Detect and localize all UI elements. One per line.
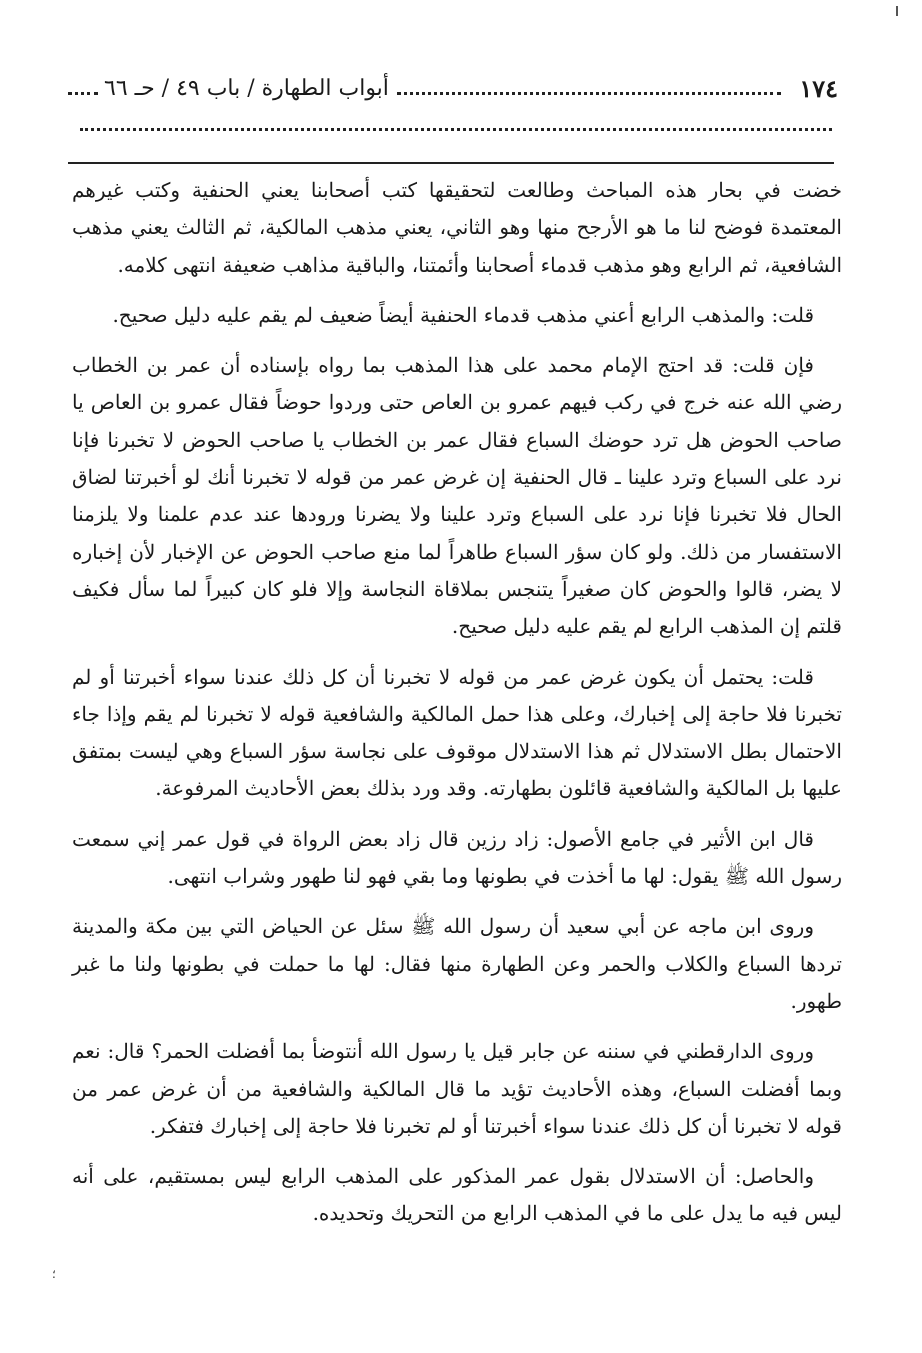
page-body — [72, 172, 842, 1246]
paragraph: قلت: والمذهب الرابع أعني مذهب قدماء الحنفية أيضاً ضعيف لم يقم عليه دليل صحيح. — [112, 302, 814, 327]
paragraph: خضت في بحار هذه المباحث وطالعت لتحقيقها كتب أصحابنا يعني الحنفية وكتب غيرهم المعتمدة فوضح لنا ما هو الأرجح منها وهو الثاني، يعني مذهب المالكية، ثم الثالث يعني مذهب الشافعية، ثم الرابع وهو مذهب قدماء أصحابنا وأئمتنا، والباقية مذاهب ضعيفة انتهى كلامه. — [72, 178, 842, 277]
paragraph: والحاصل: أن الاستدلال بقول عمر المذكور على المذهب الرابع ليس بمستقيم، على أنه ليس فيه ما يدل على ما في المذهب الرابع من التحريك وتحديده. — [72, 1164, 842, 1226]
paragraph: قلت: يحتمل أن يكون غرض عمر من قوله لا تخبرنا أن كل ذلك عندنا سواء أخبرتنا أو لم تخبرنا فلا حاجة إلى إخبارك، وعلى هذا حمل المالكية والشافعية قوله لا تخبرنا لم يقم وإذا جاء الاحتمال بطل الاستدلال ثم هذا الاستدلال موقوف على نجاسة سؤر السباع وهي ليست بمتفق عليها بل المالكية والشافعية قائلون بطهارته. وقد ورد بذلك بعض الأحاديث المرفوعة. — [72, 664, 842, 801]
corner-mark — [896, 6, 898, 16]
paragraph: فإن قلت: قد احتج الإمام محمد على هذا المذهب بما رواه بإسناده أن عمر بن الخطاب رضي الله عنه خرج في ركب فيهم عمرو بن العاص حتى وردوا حوضاً فقال عمرو بن العاص يا صاحب الحوض هل ترد حوضك السباع فقال عمر بن الخطاب يا صاحب الحوض لا تخبرنا فإنا نرد على السباع وترد علينا ـ قال الحنفية إن غرض عمر من قوله لا تخبرنا أنك لو أخبرتنا لضاق الحال فلا تخبرنا فإنا نرد على السباع وترد علينا ولا يضرنا ورودها عند عدم علمنا ولا يلزمنا الاستفسار من ذلك. ولو كان سؤر السباع طاهراً لما منع صاحب الحوض عن الإخبار لأن إخباره لا يضر، قالوا والحوض كان صغيراً يتنجس بملاقاة النجاسة وإلا فلو كان كبيراً لما سأل فكيف قلتم إن المذهب الرابع لم يقم عليه دليل صحيح. — [72, 353, 842, 639]
running-title: أبواب الطهارة / باب ٤٩ / حـ ٦٦ — [104, 75, 389, 101]
header-leader-dots — [397, 92, 781, 95]
page-header — [68, 68, 838, 108]
paragraph: وروى الدارقطني في سننه عن جابر قيل يا رسول الله أنتوضأ بما أفضلت الحمر؟ قال: نعم وبما أفضلت السباع، وهذه الأحاديث تؤيد ما قال المالكية والشافعية من أن غرض عمر من قوله لا تخبرنا أن كل ذلك عندنا سواء أخبرتنا أو لم تخبرنا فلا حاجة إلى إخبارك فتفكر. — [72, 1039, 842, 1138]
dotted-separator — [80, 128, 832, 131]
paragraph: قال ابن الأثير في جامع الأصول: زاد رزين قال زاد بعض الرواة في قول عمر إني سمعت رسول الله ﷺ يقول: لها ما أخذت في بطونها وما بقي فهو لنا طهور وشراب انتهى. — [72, 826, 842, 889]
header-rule — [68, 162, 834, 164]
paragraph: وروى ابن ماجه عن أبي سعيد أن رسول الله ﷺ سئل عن الحياض التي بين مكة والمدينة تردها السباع والكلاب والحمر وعن الطهارة منها فقال: لها ما حملت في بطونها ولنا ما غبر طهور. — [72, 914, 842, 1013]
page-number: ١٧٤ — [799, 73, 838, 103]
margin-mark: ؛ — [52, 1267, 56, 1281]
header-trailing-dots — [68, 92, 98, 95]
